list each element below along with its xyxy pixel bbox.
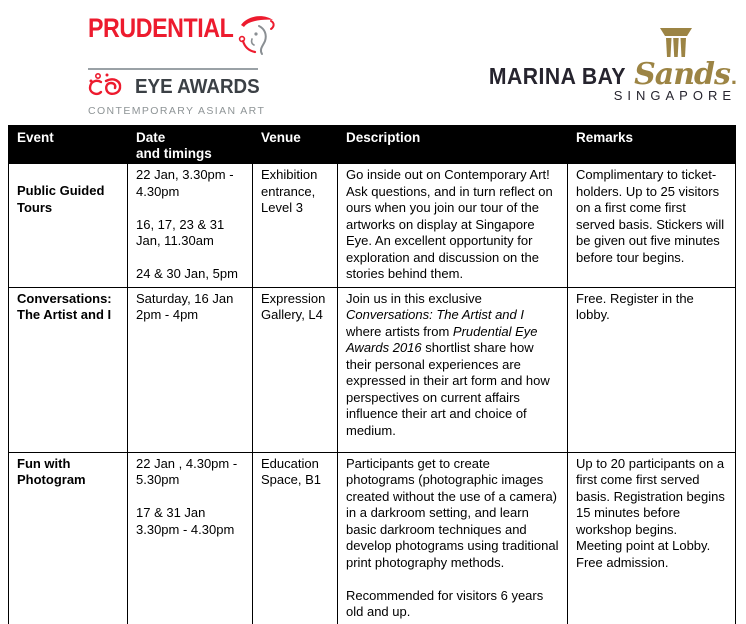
- event-cell: Fun with Photogram: [9, 452, 128, 624]
- description-cell: Join us in this exclusive Conversations: The Artist and I where artists from Prudential Eye Awards 2016 shortlist share how their personal experiences are expressed in their art form and how perspectives on current affairs influence their art and choice of medium.: [338, 287, 568, 452]
- venue-cell: Education Space, B1: [253, 452, 338, 624]
- col-header-event: Event: [9, 126, 128, 164]
- sands-mark: .: [730, 64, 737, 89]
- date-cell: Saturday, 16 Jan 2pm - 4pm: [128, 287, 253, 452]
- remarks-cell: Up to 20 participants on a first come first served basis. Registration begins 15 minutes before workshop begins. Meeting point at Lobby. Free admission.: [568, 452, 736, 624]
- eye-awards-icon: [88, 72, 132, 102]
- prudential-wordmark: PRUDENTIAL: [88, 13, 234, 43]
- events-table: [8, 125, 736, 624]
- col-header-venue: Venue: [253, 126, 338, 164]
- date-cell: 22 Jan, 3.30pm - 4.30pm 16, 17, 23 & 31 Jan, 11.30am 24 & 30 Jan, 5pm: [128, 164, 253, 288]
- event-cell: Conversations: The Artist and I: [9, 287, 128, 452]
- date-cell: 22 Jan , 4.30pm - 5.30pm 17 & 31 Jan 3.30pm - 4.30pm: [128, 452, 253, 624]
- col-header-date: Date and timings: [128, 126, 253, 164]
- singapore-wordmark: SINGAPORE: [613, 88, 736, 103]
- eye-awards-wordmark: EYE AWARDS: [135, 76, 260, 98]
- prudence-face-icon: [235, 12, 277, 61]
- remarks-cell: Complimentary to ticket-holders. Up to 25 visitors on a first come first served basis. Stickers will be given out five minutes before tour begins.: [568, 164, 736, 288]
- marina-bay-sands-logo: [457, 27, 737, 103]
- logo-divider-line: [88, 68, 258, 70]
- table-row: [9, 452, 736, 624]
- venue-cell: Expression Gallery, L4: [253, 287, 338, 452]
- col-header-remarks: Remarks: [568, 126, 736, 164]
- description-cell: Participants get to create photograms (photographic images created without the use of a camera) in a darkroom setting, and learn basic darkroom techniques and develop photograms using traditional print photography methods. Recommended for visitors 6 years old and up.: [338, 452, 568, 624]
- prudential-tagline: CONTEMPORARY ASIAN ART: [88, 105, 266, 117]
- sands-script-wordmark: Sands: [634, 57, 730, 92]
- col-header-description: Description: [338, 126, 568, 164]
- prudential-eye-awards-logo: [88, 13, 273, 117]
- table-row: [9, 164, 736, 288]
- description-cell: Go inside out on Contemporary Art! Ask questions, and in turn reflect on ours when you join our tour of the artworks on display at Singapore Eye. An excellent opportunity for exploration and discussion on the stories behind them.: [338, 164, 568, 288]
- table-header-row: [9, 126, 736, 164]
- venue-cell: Exhibition entrance, Level 3: [253, 164, 338, 288]
- table-row: [9, 287, 736, 452]
- marina-bay-wordmark: MARINA BAY: [489, 63, 627, 89]
- remarks-cell: Free. Register in the lobby.: [568, 287, 736, 452]
- event-cell: Public Guided Tours: [9, 164, 128, 288]
